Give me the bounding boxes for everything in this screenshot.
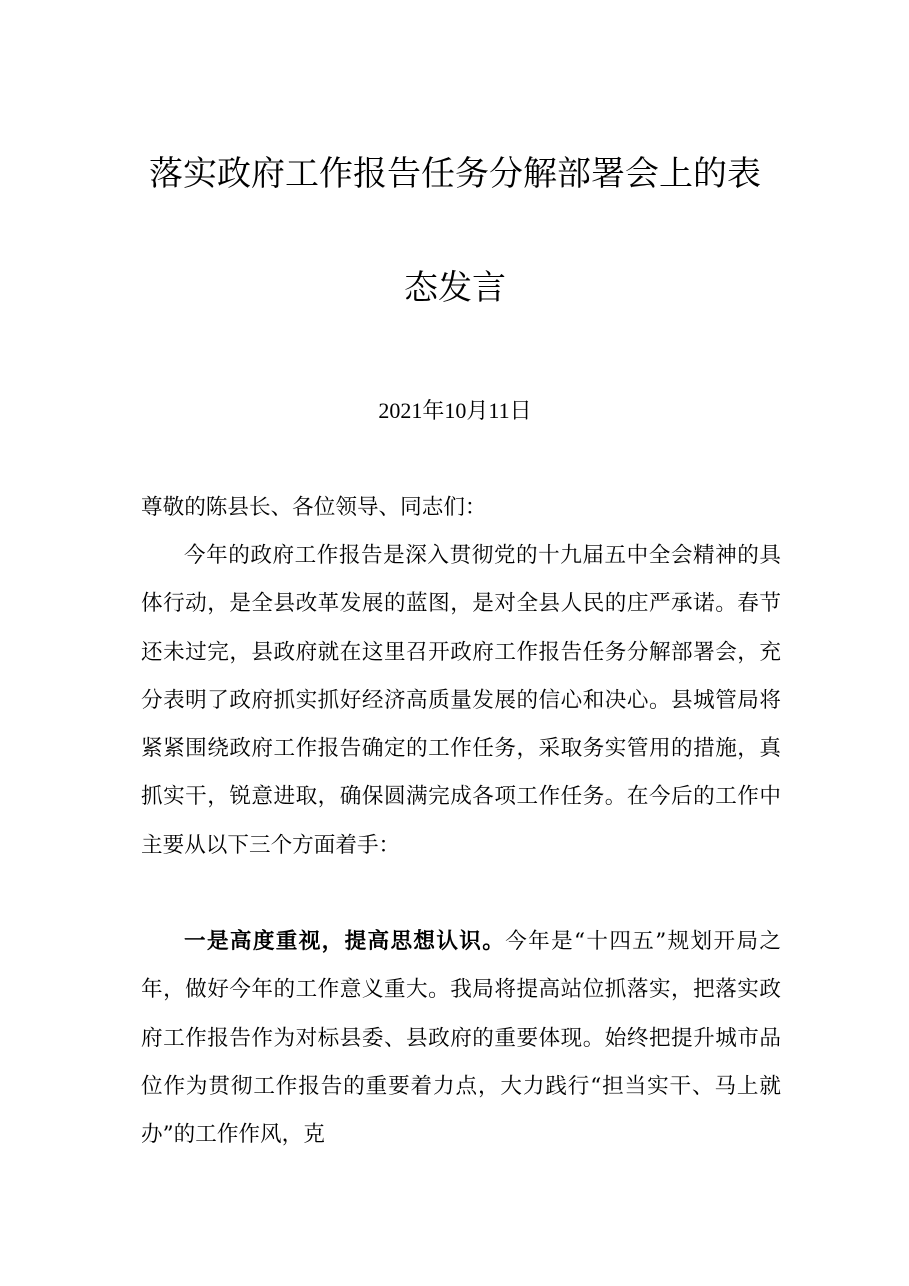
paragraph-2-lead: 一是高度重视，提高思想认识。 [184,929,506,954]
paragraph-2 [141,918,781,1159]
salutation: 尊敬的陈县长、各位领导、同志们： [141,495,487,520]
document-title-line-2: 态发言 [404,268,506,308]
paragraph-2-body: 今年是“十四五”规划开局之年，做好今年的工作意义重大。我局将提高站位抓落实，把落实政府工作报告作为对标县委、县政府的重要体现。始终把提升城市品位作为贯彻工作报告的重要着力点，大力践行“担当实干、马上就办”的工作作风，克 [141,929,781,1148]
paragraph-1: 今年的政府工作报告是深入贯彻党的十九届五中全会精神的具体行动，是全县改革发展的蓝图，是对全县人民的庄严承诺。春节还未过完，县政府就在这里召开政府工作报告任务分解部署会，充分表明了政府抓实抓好经济高质量发展的信心和决心。县城管局将紧紧围绕政府工作报告确定的工作任务，采取务实管用的措施，真抓实干，锐意进取，确保圆满完成各项工作任务。在今后的工作中主要从以下三个方面着手： [141,543,781,858]
document-title-line-1: 落实政府工作报告任务分解部署会上的表 [149,154,761,194]
document-date: 2021年10月11日 [378,398,532,423]
